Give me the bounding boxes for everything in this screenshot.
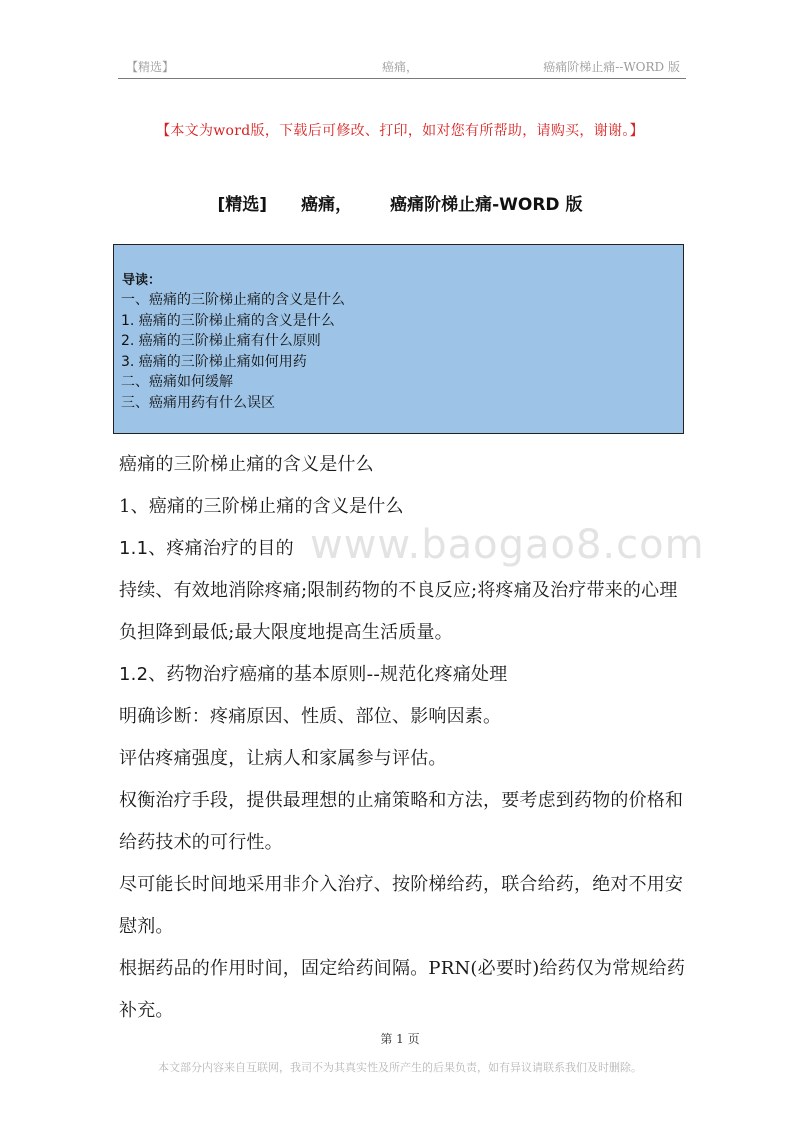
guide-item[interactable]: 1. 癌痛的三阶梯止痛的含义是什么	[121, 312, 335, 329]
body-paragraph: 根据药品的作用时间，固定给药间隔。PRN(必要时)给药仅为常规给药补充。	[119, 958, 686, 1021]
footer-disclaimer: 本文部分内容来自互联网，我司不为其真实性及所产生的后果负责，如有异议请联系我们及时删除。	[158, 1061, 642, 1074]
document-title	[0, 190, 800, 215]
guide-item[interactable]: 一、癌痛的三阶梯止痛的含义是什么	[121, 292, 345, 308]
header-left-text: 【精选】	[126, 60, 175, 74]
guide-title: 导读：	[122, 273, 162, 288]
guide-item[interactable]: 3. 癌痛的三阶梯止痛如何用药	[121, 353, 307, 370]
title-part-topic: 癌痛，	[301, 195, 353, 215]
guide-list	[121, 290, 345, 413]
section-heading: 1、癌痛的三阶梯止痛的含义是什么	[119, 496, 404, 517]
header-center-text: 癌痛，	[382, 60, 419, 74]
body-paragraph: 评估疼痛强度，让病人和家属参与评估。	[119, 748, 447, 769]
purchase-notice: 【本文为word版，下载后可修改、打印，如对您有所帮助，请购买，谢谢。】	[156, 123, 644, 139]
title-part-tag: [精选]	[217, 195, 268, 215]
subsection-heading: 1.2、药物治疗癌痛的基本原则--规范化疼痛处理	[119, 664, 508, 685]
title-part-subject: 癌痛阶梯止痛-WORD 版	[390, 195, 583, 215]
watermark: www.baogao8.com	[310, 522, 705, 568]
body-paragraph: 权衡治疗手段，提供最理想的止痛策略和方法，要考虑到药物的价格和给药技术的可行性。	[119, 790, 684, 853]
document-body	[119, 444, 691, 1032]
header-right-text: 癌痛阶梯止痛--WORD 版	[543, 60, 680, 74]
page-number: 第 1 页	[380, 1032, 420, 1046]
body-paragraph: 持续、有效地消除疼痛;限制药物的不良反应;将疼痛及治疗带来的心理负担降到最低;最大限度地提高生活质量。	[119, 580, 678, 643]
guide-item[interactable]: 2. 癌痛的三阶梯止痛有什么原则	[121, 333, 321, 349]
subsection-heading: 1.1、疼痛治疗的目的	[119, 538, 294, 559]
section-heading: 癌痛的三阶梯止痛的含义是什么	[119, 454, 374, 475]
body-paragraph: 明确诊断：疼痛原因、性质、部位、影响因素。	[119, 706, 502, 727]
body-paragraph: 尽可能长时间地采用非介入治疗、按阶梯给药，联合给药，绝对不用安慰剂。	[119, 874, 684, 937]
guide-box	[113, 244, 684, 434]
guide-item[interactable]: 三、癌痛用药有什么误区	[121, 394, 275, 411]
page-header	[118, 56, 686, 79]
guide-item[interactable]: 二、癌痛如何缓解	[121, 374, 233, 390]
